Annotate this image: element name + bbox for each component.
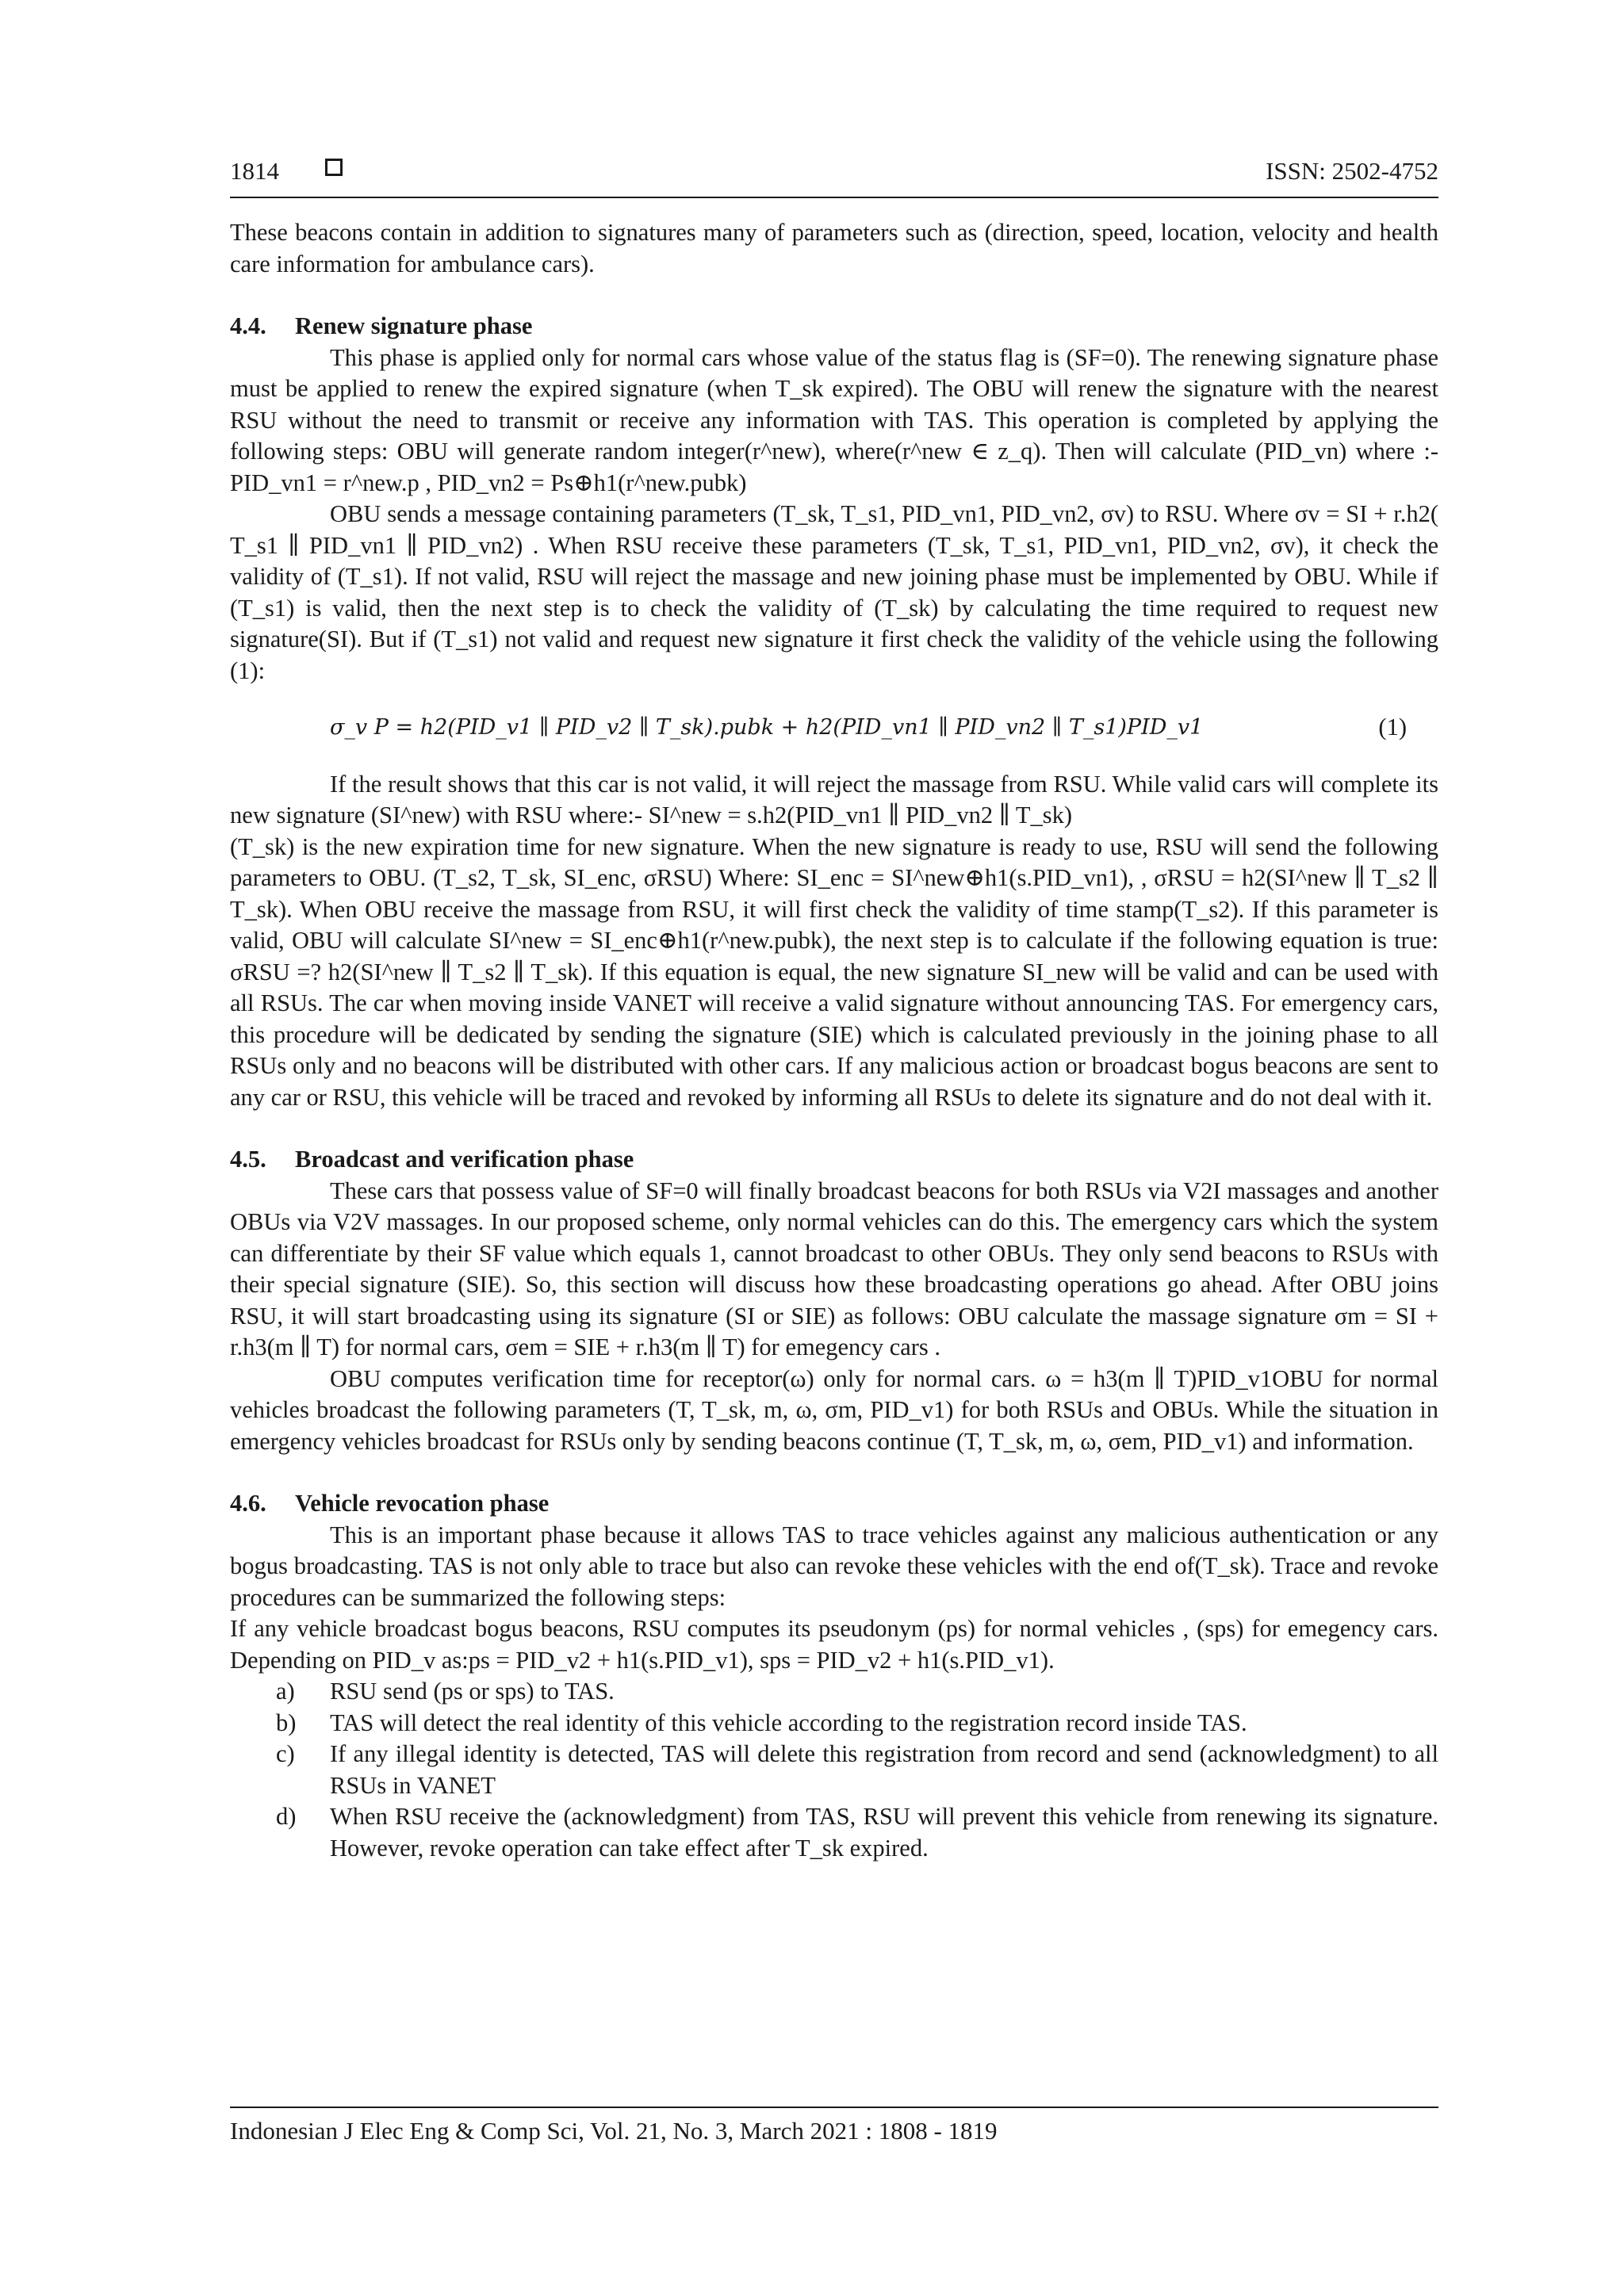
revocation-steps-list <box>230 1676 1438 1864</box>
issn: ISSN: 2502-4752 <box>1266 157 1438 185</box>
sec45-paragraph-2: OBU computes verification time for receptor(ω) only for normal cars. ω = h3(m ∥ T)PID_v1OBU for normal vehicles broadcast the following parameters (T, T_sk, m, ω, σm, PID_v1) for both RSUs and OBUs. While the situation in emergency vehicles broadcast for RSUs only by sending beacons continue (T, T_sk, m, ω, σem, PID_v1) and information. <box>230 1364 1438 1455</box>
square-bullet-icon <box>325 159 343 176</box>
list-item: b) TAS will detect the real identity of this vehicle according to the registration record inside TAS. <box>276 1709 1247 1736</box>
list-item: c) If any illegal identity is detected, TAS will delete this registration from record and send (acknowledgment) to all RSUs in VANET <box>276 1740 1438 1799</box>
section-heading-4-6: 4.6. Vehicle revocation phase <box>230 1490 550 1517</box>
section-heading-4-4: 4.4. Renew signature phase <box>230 312 533 339</box>
sec44-paragraph-3: If the result shows that this car is not valid, it will reject the massage from RSU. While valid cars will complete its new signature (SI^new) with RSU where:- SI^new = s.h2(PID_vn1 ∥ PID_vn2 ∥ T_sk) <box>230 770 1438 828</box>
sec46-paragraph-1: This is an important phase because it allows TAS to trace vehicles against any malicious authentication or any bogus broadcasting. TAS is not only able to trace but also can revoke these vehicles with the end of(T_sk). Trace and revoke procedures can be summarized the following steps: <box>230 1521 1438 1611</box>
equation-1-number: (1) <box>1378 714 1407 740</box>
sec45-paragraph-1: These cars that possess value of SF=0 will finally broadcast beacons for both RSUs via V2I massages and another OBUs via V2V massages. In our proposed scheme, only normal vehicles can do this. The emergency cars which the system can differentiate by their SF value which equals 1, cannot broadcast to other OBUs. They only send beacons to RSUs with their special signature (SIE). So, this section will discuss how these broadcasting operations go ahead. After OBU joins RSU, it will start broadcasting using its signature (SI or SIE) as follows: OBU calculate the massage signature σm = SI + r.h3(m ∥ T) for normal cars, σem = SIE + r.h3(m ∥ T) for emegency cars . <box>230 1177 1438 1360</box>
list-item: a) RSU send (ps or sps) to TAS. <box>276 1678 615 1705</box>
list-item: d) When RSU receive the (acknowledgment) from TAS, RSU will prevent this vehicle from renewing its signature. However, revoke operation can take effect after T_sk expired. <box>276 1803 1438 1862</box>
running-footer: Indonesian J Elec Eng & Comp Sci, Vol. 21, No. 3, March 2021 : 1808 - 1819 <box>230 2117 998 2145</box>
header-rule <box>230 197 1438 198</box>
running-header <box>230 155 1438 190</box>
page-number: 1814 <box>230 157 279 185</box>
sec46-paragraph-2: If any vehicle broadcast bogus beacons, RSU computes its pseudonym (ps) for normal vehicles , (sps) for emegency cars. Depending on PID_v as:ps = PID_v2 + h1(s.PID_v1), sps = PID_v2 + h1(s.PID_v1). <box>230 1615 1438 1674</box>
sec44-paragraph-4: (T_sk) is the new expiration time for new signature. When the new signature is ready to use, RSU will send the following parameters to OBU. (T_s2, T_sk, SI_enc, σRSU) Where: SI_enc = SI^new⊕h1(s.PID_vn1), , σRSU = h2(SI^new ∥ T_s2 ∥ T_sk). When OBU receive the massage from RSU, it will first check the validity of time stamp(T_s2). If this parameter is valid, OBU will calculate SI^new = SI_enc⊕h1(r^new.pubk), the next step is to calculate if the following equation is true: σRSU =? h2(SI^new ∥ T_s2 ∥ T_sk). If this equation is equal, the new signature SI_new will be valid and can be used with all RSUs. The car when moving inside VANET will receive a valid signature without announcing TAS. For emergency cars, this procedure will be dedicated by sending the signature (SIE) which is calculated previously in the joining phase to all RSUs only and no beacons will be distributed with other cars. If any malicious action or broadcast bogus beacons are sent to any car or RSU, this vehicle will be traced and revoked by informing all RSUs to delete its signature and do not deal with it. <box>230 832 1438 1111</box>
sec44-paragraph-2: OBU sends a message containing parameters (T_sk, T_s1, PID_vn1, PID_vn2, σv) to RSU. Where σv = SI + r.h2( T_s1 ∥ PID_vn1 ∥ PID_vn2) . When RSU receive these parameters (T_sk, T_s1, PID_vn1, PID_vn2, σv), it check the validity of (T_s1). If not valid, RSU will reject the massage and new joining phase must be implemented by OBU. While if (T_s1) is valid, then the next step is to check the validity of (T_sk) by calculating the time required to request new signature(SI). But if (T_s1) not valid and request new signature it first check the validity of the vehicle using the following (1): <box>230 500 1439 684</box>
footer-rule <box>230 2107 1438 2108</box>
body-text <box>230 217 1438 1864</box>
intro-paragraph: These beacons contain in addition to signatures many of parameters such as (direction, speed, location, velocity and health care information for ambulance cars). <box>230 219 1438 277</box>
equation-1-body: σ_v P = h2(PID_v1 ∥ PID_v2 ∥ T_sk).pubk + h2(PID_vn1 ∥ PID_vn2 ∥ T_s1)PID_v1 <box>330 715 1204 740</box>
equation-1 <box>330 712 1438 744</box>
sec44-paragraph-1: This phase is applied only for normal cars whose value of the status flag is (SF=0). The renewing signature phase must be applied to renew the expired signature (when T_sk expired). The OBU will renew the signature with the nearest RSU without the need to transmit or receive any information with TAS. This operation is completed by applying the following steps: OBU will generate random integer(r^new), where(r^new ∈ z_q). Then will calculate (PID_vn) where :-PID_vn1 = r^new.p , PID_vn2 = Ps⊕h1(r^new.pubk) <box>230 343 1438 496</box>
section-heading-4-5: 4.5. Broadcast and verification phase <box>230 1146 634 1173</box>
